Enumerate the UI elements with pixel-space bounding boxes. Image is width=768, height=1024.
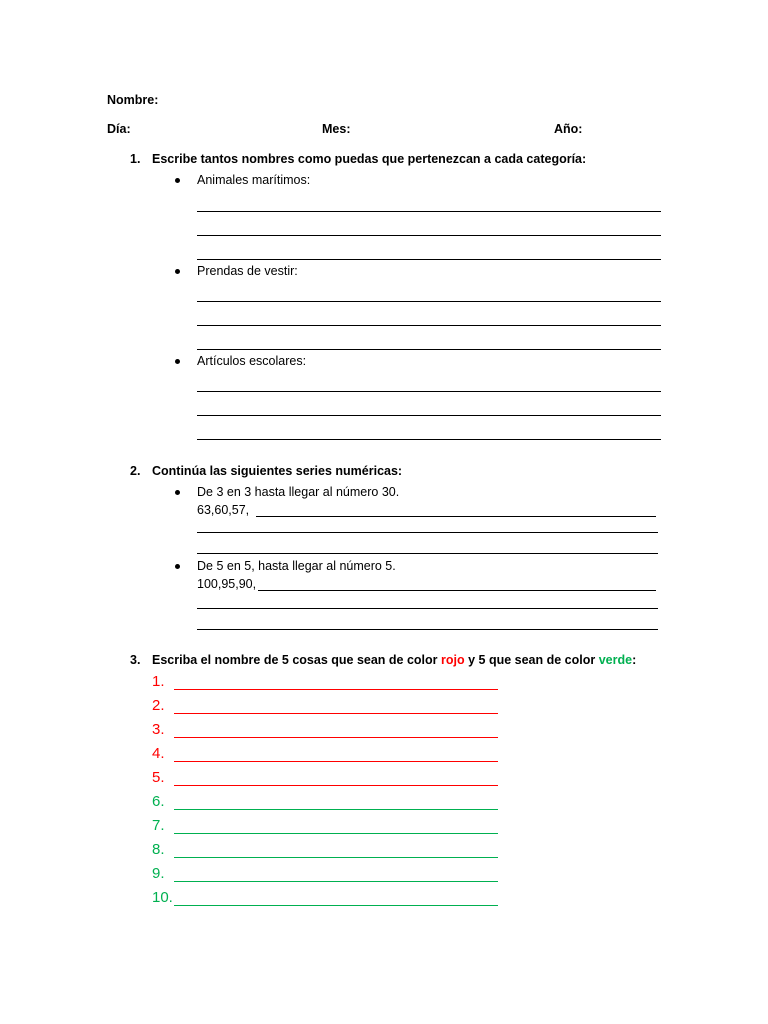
list-item	[152, 745, 174, 762]
answer-line[interactable]	[174, 833, 498, 834]
answer-line[interactable]	[197, 211, 661, 212]
bullet-icon	[175, 359, 180, 364]
answer-line[interactable]	[174, 785, 498, 786]
answer-line[interactable]	[197, 235, 661, 236]
answer-line[interactable]	[174, 905, 498, 906]
list-item	[152, 793, 174, 810]
item-number: 3.	[152, 721, 165, 738]
list-item	[152, 889, 174, 906]
answer-line[interactable]	[256, 516, 656, 517]
name-label: Nombre:	[107, 93, 159, 107]
answer-line[interactable]	[174, 737, 498, 738]
answer-line[interactable]	[197, 608, 658, 609]
answer-line[interactable]	[197, 349, 661, 350]
answer-line[interactable]	[197, 325, 661, 326]
day-label: Día:	[107, 122, 131, 136]
answer-line[interactable]	[197, 415, 661, 416]
bullet-icon	[175, 564, 180, 569]
item-number: 5.	[152, 769, 165, 786]
answer-line[interactable]	[174, 761, 498, 762]
item-number: 8.	[152, 841, 165, 858]
category-label: Artículos escolares:	[197, 354, 307, 368]
answer-line[interactable]	[174, 809, 498, 810]
item-number: 1.	[152, 673, 165, 690]
item-number: 6.	[152, 793, 165, 810]
q3-prompt-before: Escriba el nombre de 5 cosas que sean de color	[152, 653, 442, 667]
answer-line[interactable]	[174, 881, 498, 882]
year-label: Año:	[554, 122, 583, 136]
item-number: 4.	[152, 745, 165, 762]
answer-line[interactable]	[197, 553, 658, 554]
list-item	[152, 841, 174, 858]
answer-line[interactable]	[174, 713, 498, 714]
answer-line[interactable]	[258, 590, 656, 591]
bullet-icon	[175, 490, 180, 495]
answer-line[interactable]	[197, 439, 661, 440]
bullet-icon	[175, 269, 180, 274]
q3-word-green: verde	[598, 653, 633, 667]
answer-line[interactable]	[174, 857, 498, 858]
answer-line[interactable]	[197, 391, 661, 392]
list-item	[152, 673, 174, 690]
list-item	[152, 721, 174, 738]
series-instruction: De 5 en 5, hasta llegar al número 5.	[197, 559, 396, 573]
q1-prompt: Escribe tantos nombres como puedas que pertenezcan a cada categoría:	[152, 152, 587, 166]
answer-line[interactable]	[197, 301, 661, 302]
q3-prompt-after: :	[632, 653, 637, 667]
list-item	[152, 769, 174, 786]
answer-line[interactable]	[174, 689, 498, 690]
item-number: 9.	[152, 865, 165, 882]
q3-number: 3.	[130, 653, 141, 667]
category-label: Animales marítimos:	[197, 173, 311, 187]
bullet-icon	[175, 178, 180, 183]
q1-number: 1.	[130, 152, 141, 166]
q2-number: 2.	[130, 464, 141, 478]
item-number: 7.	[152, 817, 165, 834]
q3-prompt	[152, 653, 636, 667]
q2-prompt: Continúa las siguientes series numéricas:	[152, 464, 403, 478]
item-number: 2.	[152, 697, 165, 714]
list-item	[152, 865, 174, 882]
series-start: 100,95,90,	[197, 577, 257, 591]
answer-line[interactable]	[197, 532, 658, 533]
answer-line[interactable]	[197, 259, 661, 260]
item-number: 10.	[152, 889, 173, 906]
list-item	[152, 817, 174, 834]
category-label: Prendas de vestir:	[197, 264, 298, 278]
series-instruction: De 3 en 3 hasta llegar al número 30.	[197, 485, 400, 499]
q3-word-red: rojo	[441, 653, 465, 667]
series-start: 63,60,57,	[197, 503, 250, 517]
answer-line[interactable]	[197, 629, 658, 630]
q3-prompt-middle: y 5 que sean de color	[464, 653, 599, 667]
month-label: Mes:	[322, 122, 351, 136]
list-item	[152, 697, 174, 714]
